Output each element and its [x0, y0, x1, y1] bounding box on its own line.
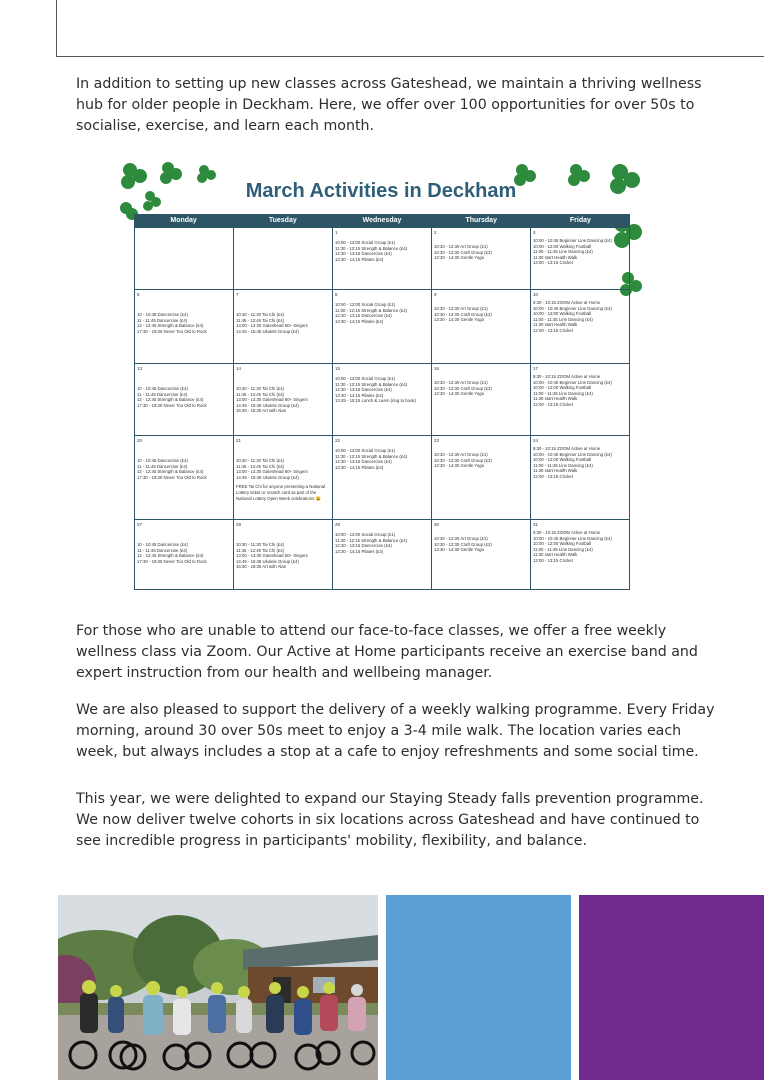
- activity-entry: 11:00 - 11:45 Line Dancing (£4): [533, 462, 593, 468]
- activity-entry: 10:00 - 10:45 Beginner Line Dancing (£4): [533, 238, 612, 243]
- activity-entry: 9:30 - 10:15 ZOOM Active at Home: [533, 300, 601, 305]
- activity-entry: 10:00 - 12:00 Walking Football: [533, 385, 592, 391]
- day-number: 17: [533, 366, 539, 371]
- day-number: 2: [434, 230, 437, 235]
- day-number: 20: [137, 438, 143, 443]
- activity-list: [335, 528, 429, 554]
- activity-list: [434, 372, 528, 397]
- activity-entry: 10:30 - 12:30 Craft Group (£2): [434, 385, 492, 391]
- activity-entry: 11:30 - 12:15 Strength & Balance (£4): [335, 453, 408, 459]
- activity-entry: 16:30 - 18:30 Art with Alan: [236, 564, 287, 570]
- activity-list: [335, 444, 429, 470]
- activity-entry: 12:30 - 13:15 Dancercise (£4): [335, 387, 392, 393]
- staying-steady-paragraph: This year, we were delighted to expand our Staying Steady falls prevention programme. We now deliver twelve cohorts in six locations across Gateshead and have continued to see incredible progress in participants' mobility, flexibility, and balance.: [76, 791, 704, 849]
- activity-list: [137, 298, 231, 334]
- day-number: 3: [533, 230, 536, 235]
- activity-entry: 9:30 - 10:15 ZOOM Active at Home: [533, 446, 601, 451]
- calendar-week-row: [134, 436, 630, 520]
- activity-entry: 11:30 start Health Walk: [533, 254, 578, 260]
- activity-entry: 11:45 - 12:45 Tai Chi (£4): [236, 317, 285, 323]
- calendar-day-cell: [530, 290, 630, 363]
- activity-entry: 10:00 - 10:45 Beginner Line Dancing (£4): [533, 379, 612, 385]
- activity-entry: 11:30 start Health Walk: [533, 396, 578, 402]
- calendar-day-cell: [332, 436, 431, 519]
- activity-entry: 17:30 - 19:30 Never Too Old to Rock: [137, 328, 207, 334]
- activity-entry: 11:30 start Health Walk: [533, 468, 578, 474]
- calendar-day-cell: [332, 520, 431, 589]
- day-number: 10: [533, 292, 539, 297]
- activity-entry: 11:30 - 12:15 Strength & Balance (£4): [335, 307, 408, 313]
- calendar-day-cell: [530, 436, 630, 519]
- intro-paragraph: In addition to setting up new classes across Gateshead, we maintain a thriving wellness hub for older people in Deckham. Here, we offer over 100 opportunities for over 50s to socialise, exercise, and learn each month.: [76, 76, 702, 134]
- page-frame-line: [56, 0, 57, 56]
- activity-entry: 12:00 - 13:15 Cricket: [533, 401, 573, 407]
- calendar-title: March Activities in Deckham: [245, 180, 517, 202]
- activity-entry: 13:00 - 14:30 Gateshead 60+ Singers: [236, 553, 308, 559]
- calendar-day-cell: [431, 364, 530, 435]
- activity-entry: 16:30 - 18:30 Art with Alan: [236, 408, 287, 414]
- day-number: 16: [434, 366, 440, 371]
- activity-entry: 17:30 - 19:30 Never Too Old to Rock: [137, 474, 207, 480]
- calendar-day-cell: [134, 520, 233, 589]
- activity-entry: 12:00 - 13:15 Cricket: [533, 557, 573, 563]
- calendar-week-row: [134, 520, 630, 590]
- calendar-day-cell: [134, 364, 233, 435]
- activity-list: [137, 528, 231, 564]
- activity-entry: 10 - 10:45 Dancercise (£4): [137, 386, 188, 391]
- activity-entry: 12:00 - 13:15 Cricket: [533, 327, 573, 333]
- activity-entry: 10:00 - 10:45 Beginner Line Dancing (£4): [533, 451, 612, 457]
- activity-entry: 10 - 10:45 Dancercise (£4): [137, 312, 188, 317]
- activity-entry: 10:30 - 12:30 Craft Group (£2): [434, 457, 492, 463]
- activity-entry: 13:30 - 14:30 Gentle Yoga: [434, 255, 484, 261]
- day-number: 29: [335, 522, 341, 527]
- activity-entry: 13:30 - 14:30 Gentle Yoga: [434, 391, 484, 397]
- activity-entry: 14:45 - 15:45 Ukulele Group (£4): [236, 474, 299, 480]
- activity-entry: 12:30 - 13:15 Dancercise (£4): [335, 313, 392, 319]
- day-number: 22: [335, 438, 341, 443]
- activity-list: [137, 444, 231, 480]
- activity-entry: 11:30 - 12:15 Strength & Balance (£4): [335, 537, 408, 543]
- day-number: 27: [137, 522, 143, 527]
- activity-entry: 10:00 - 10:45 Beginner Line Dancing (£4): [533, 305, 612, 311]
- activity-list: [335, 298, 429, 324]
- activity-list: [434, 528, 528, 553]
- cycling-group-photo-illustration: [58, 895, 378, 1080]
- day-number: 9: [434, 292, 437, 297]
- day-number: 1: [335, 230, 338, 235]
- day-number: 13: [137, 366, 143, 371]
- activity-entry: 10:30 - 12:30 Art Group (£1): [434, 452, 488, 457]
- walking-programme-paragraph: We are also pleased to support the delivery of a weekly walking programme. Every Friday morning, around 30 over 50s meet to enjoy a 3-4 mile walk. The location varies each week, but always includes a stop at a cafe to enjoy refreshments and some social time.: [76, 702, 715, 760]
- activity-list: [533, 236, 627, 266]
- activity-entry: 12 - 12:45 Strength & Balance (£4): [137, 469, 204, 475]
- day-header: Monday: [170, 217, 197, 224]
- calendar-day-cell: [233, 364, 332, 435]
- calendar-week-row: [134, 364, 630, 436]
- activity-list: [434, 444, 528, 469]
- activity-entry: 11 - 11:45 Dancercise (£4): [137, 391, 188, 397]
- calendar-day-cell: [530, 228, 630, 289]
- calendar-day-cell: [332, 228, 431, 289]
- activity-entry: 10:30 - 12:30 Craft Group (£2): [434, 311, 492, 317]
- activity-list: [236, 298, 330, 334]
- day-header: Wednesday: [362, 217, 402, 224]
- activity-entry: 13:00 - 14:30 Gateshead 60+ Singers: [236, 469, 308, 475]
- activity-entry: 10:30 - 12:30 Craft Group (£2): [434, 249, 492, 255]
- activity-entry: National Lottery Open Week celebrations 😀: [236, 495, 321, 501]
- activity-list: [434, 298, 528, 323]
- activity-entry: 10:30 - 11:30 Tai Chi (£4): [236, 458, 285, 463]
- activity-entry: 11 - 11:45 Dancercise (£4): [137, 547, 188, 553]
- activity-entry: 11:45 - 12:45 Tai Chi (£4): [236, 547, 285, 553]
- activity-entry: 10:30 - 11:30 Tai Chi (£4): [236, 386, 285, 391]
- calendar-day-cell: [530, 364, 630, 435]
- activity-entry: 12:00 - 13:15 Cricket: [533, 260, 573, 266]
- day-number: 28: [236, 522, 242, 527]
- day-number: [236, 230, 330, 236]
- calendar-day-cell: [332, 290, 431, 363]
- calendar-day-cell: [134, 436, 233, 519]
- activity-entry: 13:30 - 14:15 Pilates (£4): [335, 464, 384, 470]
- activity-entry: 12 - 12:45 Strength & Balance (£4): [137, 323, 204, 329]
- calendar-day-cell: [233, 228, 332, 289]
- activity-entry: 13:30 - 14:15 Pilates (£4): [335, 392, 384, 398]
- activity-entry: 9:30 - 10:15 ZOOM Active at Home: [533, 374, 601, 379]
- day-header: Friday: [569, 217, 591, 224]
- activity-entry: 10:30 - 12:30 Art Group (£1): [434, 244, 488, 249]
- activity-list: [335, 372, 429, 404]
- calendar-day-cell: [431, 290, 530, 363]
- activity-entry: 17:30 - 19:30 Never Too Old to Rock: [137, 558, 207, 564]
- activity-entry: 13:30 - 14:15 Pilates (£4): [335, 318, 384, 324]
- activity-entry: 10 - 10:45 Dancercise (£4): [137, 542, 188, 547]
- calendar-day-cell: [233, 290, 332, 363]
- activity-list: [236, 372, 330, 414]
- activity-list: [533, 298, 627, 334]
- calendar-day-cell: [431, 436, 530, 519]
- calendar-day-cell: [431, 520, 530, 589]
- calendar-day-cell: [431, 228, 530, 289]
- activity-entry: 11:30 start Health Walk: [533, 552, 578, 558]
- activity-entry: 13:45 - 15:15 Lunch & Learn (ring to book): [335, 398, 416, 404]
- activity-list: [236, 444, 330, 501]
- activity-entry: 11:00 - 11:45 Line Dancing (£4): [533, 390, 593, 396]
- activity-entry: 11:30 - 12:15 Strength & Balance (£4): [335, 381, 408, 387]
- calendar-header-row: [134, 214, 630, 228]
- march-activities-calendar: [120, 162, 642, 592]
- activity-entry: 10:00 - 12:00 Social Group (£1): [335, 448, 396, 453]
- activity-entry: 10:00 - 12:00 Social Group (£1): [335, 376, 396, 381]
- activity-entry: 10:30 - 11:30 Tai Chi (£4): [236, 542, 285, 547]
- activity-entry: 13:00 - 14:30 Gateshead 60+ Singers: [236, 323, 308, 329]
- day-header: Tuesday: [268, 217, 297, 224]
- calendar-day-cell: [332, 364, 431, 435]
- activity-entry: 12:00 - 13:15 Cricket: [533, 473, 573, 479]
- activity-entry: 10:30 - 12:30 Art Group (£1): [434, 536, 488, 541]
- activity-entry: 10:00 - 12:00 Walking Football: [533, 541, 592, 547]
- activity-entry: 10:00 - 12:00 Walking Football: [533, 243, 592, 249]
- activity-entry: 11 - 11:45 Dancercise (£4): [137, 317, 188, 323]
- activity-entry: 13:30 - 14:30 Gentle Yoga: [434, 547, 484, 553]
- activity-list: [236, 528, 330, 570]
- activity-entry: 10:00 - 10:45 Beginner Line Dancing (£4): [533, 535, 612, 541]
- day-number: 21: [236, 438, 242, 443]
- day-number: 31: [533, 522, 539, 527]
- activity-entry: 10:00 - 12:00 Walking Football: [533, 311, 592, 317]
- activity-entry: 13:00 - 14:30 Gateshead 60+ Singers: [236, 397, 308, 403]
- activity-entry: 12:30 - 13:15 Dancercise (£4): [335, 251, 392, 257]
- activity-entry: 12 - 12:45 Strength & Balance (£4): [137, 397, 204, 403]
- day-number: 6: [137, 292, 140, 297]
- day-number: 8: [335, 292, 338, 297]
- zoom-class-paragraph: For those who are unable to attend our face-to-face classes, we offer a free weekly wellness class via Zoom. Our Active at Home participants receive an exercise band and expert instruction from our health and wellbeing manager.: [76, 623, 698, 681]
- activity-list: [533, 528, 627, 564]
- blue-color-block: [386, 895, 571, 1080]
- purple-color-block: [579, 895, 764, 1080]
- activity-entry: 11:30 start Health Walk: [533, 322, 578, 328]
- activity-entry: 10 - 10:45 Dancercise (£4): [137, 458, 188, 463]
- activity-entry: 10:00 - 12:00 Social Group (£1): [335, 240, 396, 245]
- activity-entry: 11 - 11:45 Dancercise (£4): [137, 463, 188, 469]
- calendar-day-cell: [233, 520, 332, 589]
- activity-entry: 10:30 - 12:30 Art Group (£1): [434, 306, 488, 311]
- day-number: [137, 230, 231, 236]
- activity-entry: 9:30 - 10:15 ZOOM Active at Home: [533, 530, 601, 535]
- calendar-day-cell: [134, 290, 233, 363]
- calendar-week-row: [134, 228, 630, 290]
- activity-entry: 12:30 - 13:15 Dancercise (£4): [335, 543, 392, 549]
- activity-entry: 10:30 - 12:30 Craft Group (£2): [434, 541, 492, 547]
- activity-entry: 10:00 - 12:00 Social Group (£1): [335, 302, 396, 307]
- activity-entry: 11:45 - 12:45 Tai Chi (£4): [236, 463, 285, 469]
- calendar-day-cell: [233, 436, 332, 519]
- day-number: 24: [533, 438, 539, 443]
- calendar-day-cell: [530, 520, 630, 589]
- cycling-group-photo: [58, 895, 378, 1080]
- activity-entry: 11:00 - 11:45 Line Dancing (£4): [533, 249, 593, 255]
- day-header: Thursday: [465, 217, 497, 224]
- activity-entry: 10:00 - 12:00 Walking Football: [533, 457, 592, 463]
- activity-entry: 10:00 - 12:00 Social Group (£1): [335, 532, 396, 537]
- activity-entry: 10:30 - 11:30 Tai Chi (£4): [236, 312, 285, 317]
- activity-entry: 13:30 - 14:15 Pilates (£4): [335, 256, 384, 262]
- activity-list: [335, 236, 429, 262]
- activity-entry: 12 - 12:45 Strength & Balance (£4): [137, 553, 204, 559]
- activity-list: [533, 444, 627, 480]
- day-number: 14: [236, 366, 242, 371]
- activity-list: [137, 372, 231, 408]
- day-number: 23: [434, 438, 440, 443]
- day-number: 15: [335, 366, 341, 371]
- page-top-rule: [56, 56, 764, 57]
- activity-entry: 14:45 - 15:45 Ukulele Group (£4): [236, 558, 299, 564]
- calendar-grid: [134, 214, 630, 590]
- activity-entry: 10:30 - 12:30 Art Group (£1): [434, 380, 488, 385]
- activity-entry: 17:30 - 19:30 Never Too Old to Rock: [137, 402, 207, 408]
- activity-entry: 12:30 - 13:15 Dancercise (£4): [335, 459, 392, 465]
- activity-list: [533, 372, 627, 408]
- calendar-week-row: [134, 290, 630, 364]
- activity-entry: 11:00 - 11:45 Line Dancing (£4): [533, 316, 593, 322]
- activity-entry: 13:30 - 14:30 Gentle Yoga: [434, 463, 484, 469]
- activity-entry: 11:00 - 11:45 Line Dancing (£4): [533, 546, 593, 552]
- calendar-body: [134, 228, 630, 590]
- activity-entry: FREE Tai Chi for anyone presenting a National: [236, 484, 326, 490]
- day-number: 7: [236, 292, 239, 297]
- activity-entry: Lottery ticket or scratch card as part of the: [236, 489, 317, 495]
- activity-list: [434, 236, 528, 261]
- activity-entry: 14:45 - 15:45 Ukulele Group (£4): [236, 402, 299, 408]
- day-number: 30: [434, 522, 440, 527]
- activity-entry: 13:30 - 14:15 Pilates (£4): [335, 548, 384, 554]
- activity-entry: 13:30 - 14:30 Gentle Yoga: [434, 317, 484, 323]
- activity-entry: 11:45 - 12:45 Tai Chi (£4): [236, 391, 285, 397]
- activity-entry: 11:30 - 12:15 Strength & Balance (£4): [335, 245, 408, 251]
- calendar-day-cell: [134, 228, 233, 289]
- activity-entry: 14:45 - 15:45 Ukulele Group (£4): [236, 328, 299, 334]
